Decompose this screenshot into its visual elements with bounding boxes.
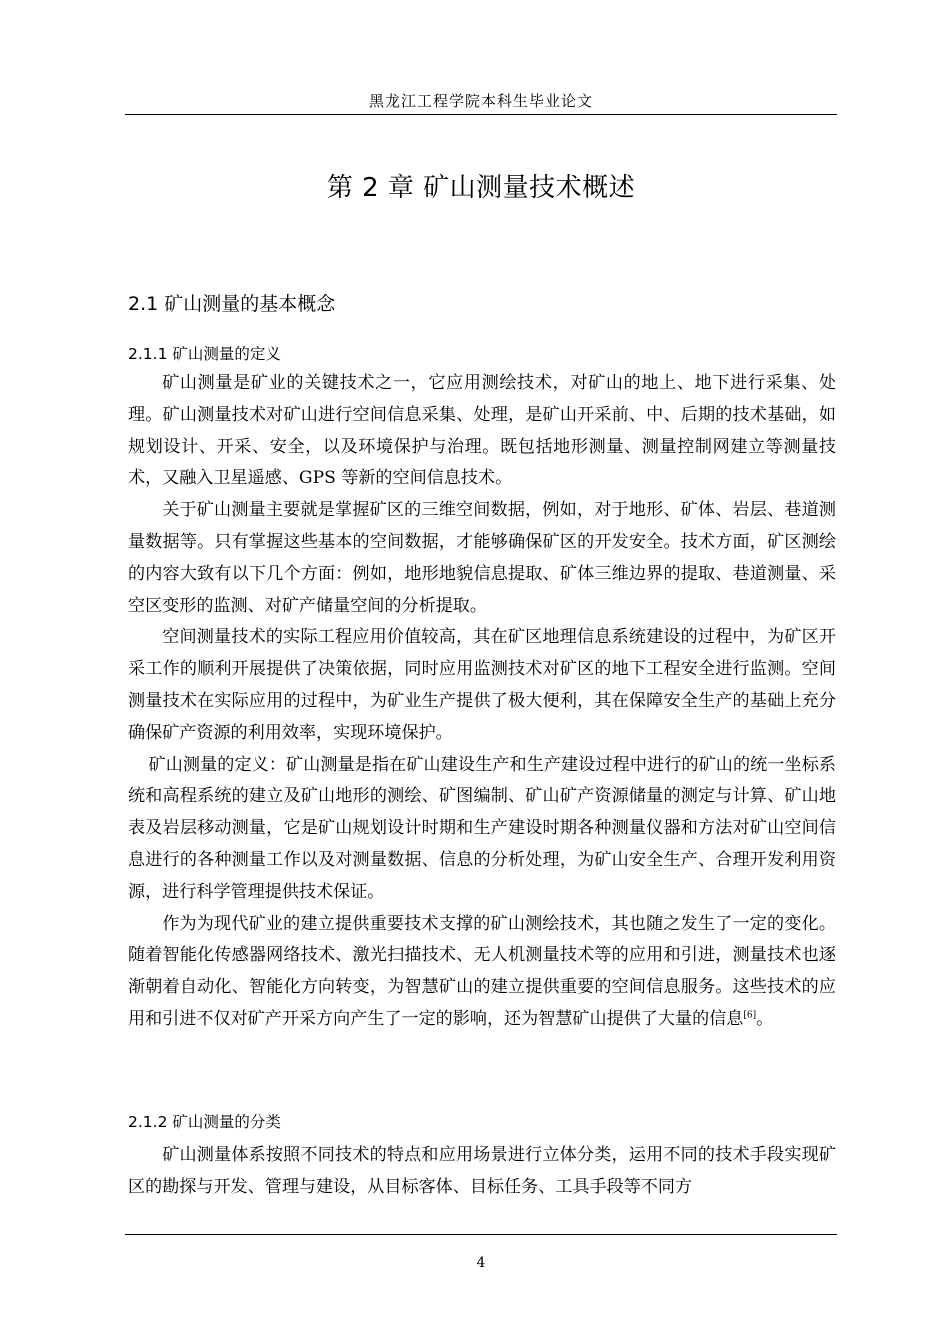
paragraph: 空间测量技术的实际工程应用价值较高，其在矿区地理信息系统建设的过程中，为矿区开采工作的顺利开展提供了决策依据，同时应用监测技术对矿区的地下工程安全进行监测。空间测量技术在实际应用的过程中，为矿业生产提供了极大便利，其在保障安全生产的基础上充分确保矿产资源的利用效率，实现环境保护。 — [128, 627, 836, 743]
definition-body — [128, 368, 836, 1036]
chapter-title: 第 2 章 矿山测量技术概述 — [326, 173, 636, 203]
paragraph-with-citation — [128, 909, 836, 1036]
subsection-title-classification: 2.1.2 矿山测量的分类 — [128, 1113, 281, 1131]
paragraph: 矿山测量的定义：矿山测量是指在矿山建设生产和生产建设过程中进行的矿山的统一坐标系统和高程系统的建立及矿山地形的测绘、矿图编制、矿山矿产资源储量的测定与计算、矿山地表及岩层移动测量，它是矿山规划设计时期和生产建设时期各种测量仪器和方法对矿山空间信息进行的各种测量工作以及对测量数据、信息的分析处理，为矿山安全生产、合理开发利用资源，进行科学管理提供技术保证。 — [128, 754, 836, 902]
paragraph: 矿山测量体系按照不同技术的特点和应用场景进行立体分类，运用不同的技术手段实现矿区的勘探与开发、管理与建设，从目标客体、目标任务、工具手段等不同方 — [128, 1145, 836, 1197]
page-number: 4 — [476, 1255, 486, 1271]
footer-rule — [125, 1234, 837, 1235]
section-title: 2.1 矿山测量的基本概念 — [128, 293, 336, 315]
citation-reference[interactable]: [6] — [743, 1010, 757, 1021]
paragraph: 矿山测量是矿业的关键技术之一，它应用测绘技术，对矿山的地上、地下进行采集、处理。矿山测量技术对矿山进行空间信息采集、处理，是矿山开采前、中、后期的技术基础，如规划设计、开采、安全，以及环境保护与治理。既包括地形测量、测量控制网建立等测量技术，又融入卫星遥感、GPS 等新的空间信息技术。 — [128, 373, 836, 489]
header-rule — [125, 114, 837, 115]
classification-body — [128, 1140, 836, 1204]
running-header: 黑龙江工程学院本科生毕业论文 — [368, 92, 593, 110]
paragraph: 关于矿山测量主要就是掌握矿区的三维空间数据，例如，对于地形、矿体、岩层、巷道测量数据等。只有掌握这些基本的空间数据，才能够确保矿区的开发安全。技术方面，矿区测绘的内容大致有以下几个方面：例如，地形地貌信息提取、矿体三维边界的提取、巷道测量、采空区变形的监测、对矿产储量空间的分析提取。 — [128, 500, 836, 616]
subsection-title-definition: 2.1.1 矿山测量的定义 — [128, 345, 281, 363]
paragraph-end: 。 — [756, 1008, 774, 1029]
paragraph-text: 作为为现代矿业的建立提供重要技术支撑的矿山测绘技术，其也随之发生了一定的变化。随着智能化传感器网络技术、激光扫描技术、无人机测量技术等的应用和引进，测量技术也逐渐朝着自动化、智能化方向转变，为智慧矿山的建立提供重要的空间信息服务。这些技术的应用和引进不仅对矿产开采方向产生了一定的影响，还为智慧矿山提供了大量的信息 — [128, 913, 836, 1029]
